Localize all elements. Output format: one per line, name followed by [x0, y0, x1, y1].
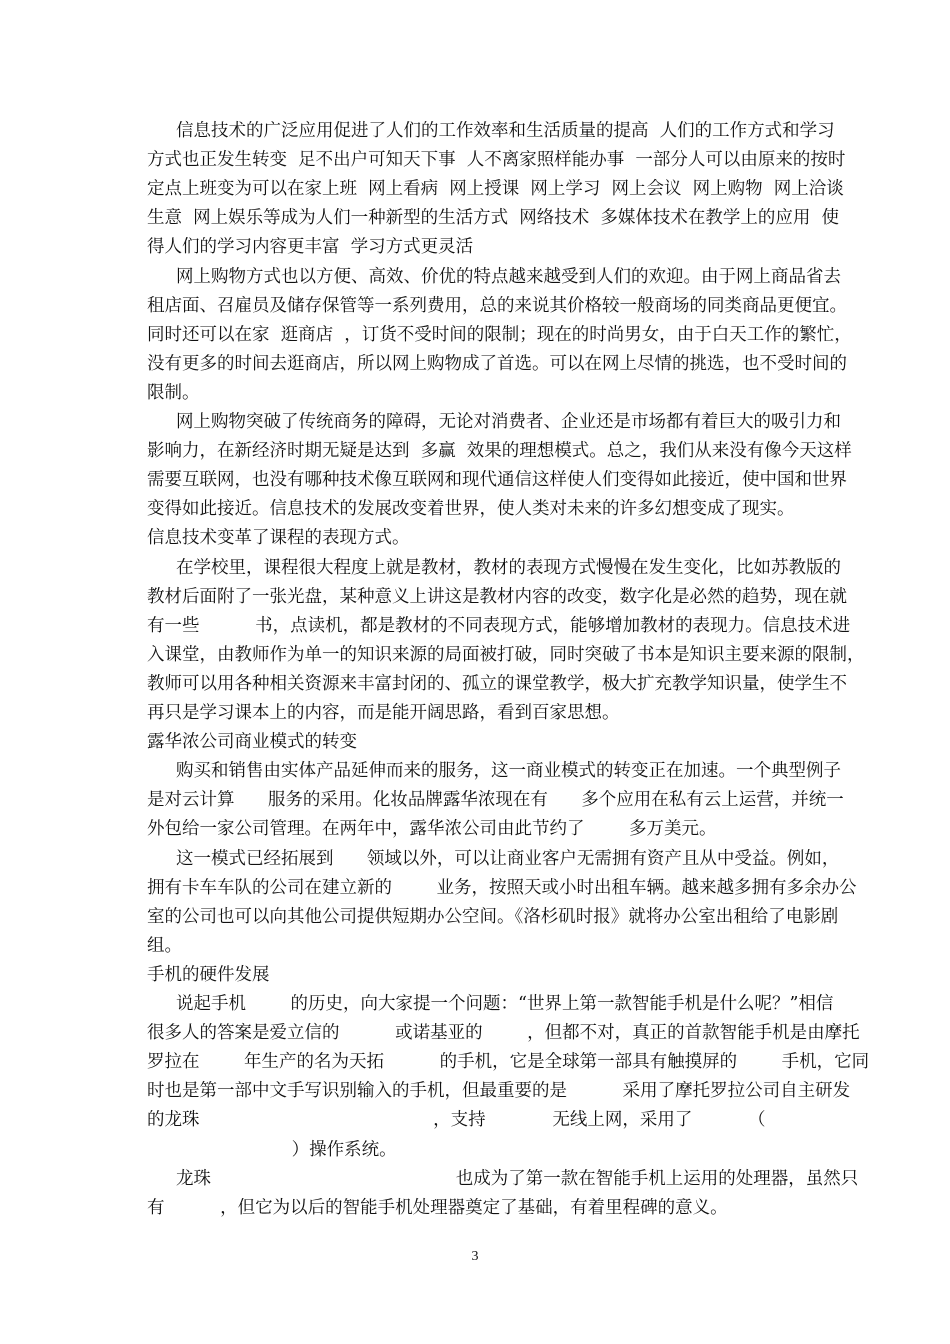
text-line: 网上购物突破了传统商务的障碍，无论对消费者、企业还是市场都有着巨大的吸引力和 — [176, 412, 841, 432]
text-line: 室的公司也可以向其他公司提供短期办公空间。《洛杉矶时报》就将办公室出租给了电影剧 — [147, 906, 839, 927]
text-line: 限制。 — [147, 382, 200, 403]
text-line: 龙珠 也成为了第一款在智能手机上运用的处理器，虽然只 — [176, 1168, 859, 1189]
text-line: 拥有卡车车队的公司在建立新的 业务，按照天或小时出租车辆。越来越多拥有多余办公 — [147, 877, 857, 898]
text-line: 信息技术变革了课程的表现方式。 — [147, 528, 410, 549]
text-line: ）操作系统。 — [147, 1139, 397, 1160]
text-line: 再只是学习课本上的内容，而是能开阔思路，看到百家思想。 — [147, 703, 620, 723]
text-line: 教师可以用各种相关资源来丰富封闭的、孤立的课堂教学，极大扩充教学知识量，使学生不 — [147, 673, 847, 694]
text-line: 有一些 书，点读机，都是教材的不同表现方式，能够增加教材的表现力。信息技术进 — [147, 615, 851, 636]
text-line: 外包给一家公司管理。在两年中，露华浓公司由此节约了 多万美元。 — [147, 819, 717, 840]
text-line: 信息技术的广泛应用促进了人们的工作效率和生活质量的提高 人们的工作方式和学习 — [176, 121, 835, 141]
text-line: 得人们的学习内容更丰富 学习方式更灵活 — [147, 237, 474, 258]
text-line: 定点上班变为可以在家上班 网上看病 网上授课 网上学习 网上会议 网上购物 网上洽谈 — [147, 179, 844, 200]
text-line: 说起手机 的历史，向大家提一个问题：“世界上第一款智能手机是什么呢？”相信 — [176, 994, 834, 1014]
text-line: 入课堂，由教师作为单一的知识来源的局面被打破，同时突破了书本是知识主要来源的限制， — [147, 644, 865, 665]
text-line: 手机的硬件发展 — [147, 964, 270, 985]
text-line: 购买和销售由实体产品延伸而来的服务，这一商业模式的转变正在加速。一个典型例子 — [176, 761, 841, 782]
text-line: 同时还可以在家 逛商店 ，订货不受时间的限制；现在的时尚男女，由于白天工作的繁忙， — [147, 324, 852, 345]
text-line: 很多人的答案是爱立信的 或诺基亚的 ，但都不对，真正的首款智能手机是由摩托 — [147, 1023, 860, 1044]
text-line: 网上购物方式也以方便、高效、价优的特点越来越受到人们的欢迎。由于网上商品省去 — [176, 266, 841, 287]
text-line: 露华浓公司商业模式的转变 — [147, 732, 357, 753]
text-line: 方式也正发生转变 足不出户可知天下事 人不离家照样能办事 一部分人可以由原来的按时 — [147, 150, 846, 171]
text-line: 需要互联网，也没有哪种技术像互联网和现代通信这样使人们变得如此接近，使中国和世界 — [147, 470, 847, 491]
text-line: 罗拉在 年生产的名为天拓 的手机，它是全球第一部具有触摸屏的 手机，它同 — [147, 1052, 870, 1073]
text-line: 组。 — [147, 935, 182, 956]
text-line: 变得如此接近。信息技术的发展改变着世界，使人类对未来的许多幻想变成了现实。 — [147, 499, 795, 520]
text-line: 在学校里，课程很大程度上就是教材，教材的表现方式慢慢在发生变化，比如苏教版的 — [176, 557, 841, 578]
text-line: 有 ，但它为以后的智能手机处理器奠定了基础，有着里程碑的意义。 — [147, 1197, 728, 1218]
text-line: 影响力，在新经济时期无疑是达到 多赢 效果的理想模式。总之，我们从来没有像今天这样 — [147, 441, 852, 462]
text-line: 没有更多的时间去逛商店，所以网上购物成了首选。可以在网上尽情的挑选，也不受时间的 — [147, 353, 847, 374]
text-line: 租店面、召雇员及储存保管等一系列费用，总的来说其价格较一般商场的同类商品更便宜。 — [147, 295, 847, 316]
text-line: 教材后面附了一张光盘，某种意义上讲这是教材内容的改变，数字化是必然的趋势，现在就 — [147, 586, 847, 607]
text-line: 时也是第一部中文手写识别输入的手机，但最重要的是 采用了摩托罗拉公司自主研发 — [147, 1081, 851, 1102]
text-line: 的龙珠 ，支持 无线上网，采用了 （ — [147, 1110, 766, 1131]
page-number: 3 — [471, 1249, 479, 1264]
text-line: 是对云计算 服务的采用。化妆品牌露华浓现在有 多个应用在私有云上运营，并统一 — [147, 790, 844, 811]
text-line: 生意 网上娱乐等成为人们一种新型的生活方式 网络技术 多媒体技术在教学上的应用 使 — [147, 208, 839, 229]
text-line: 这一模式已经拓展到 领域以外，可以让商业客户无需拥有资产且从中受益。例如， — [176, 848, 840, 869]
